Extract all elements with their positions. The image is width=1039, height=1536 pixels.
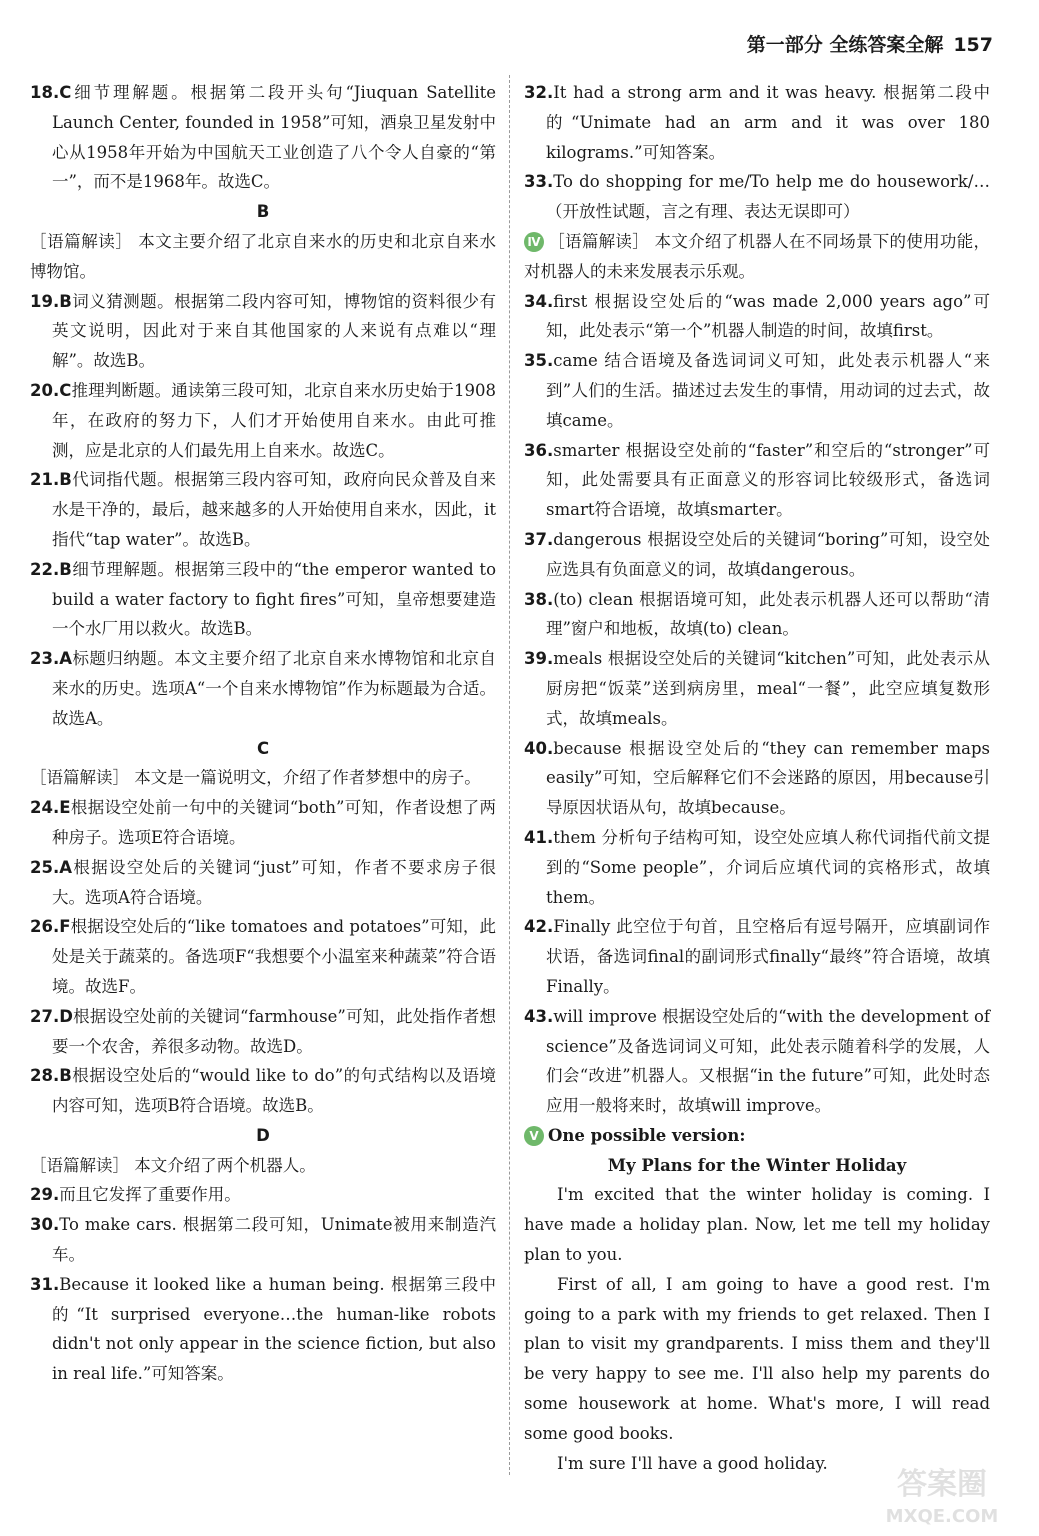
answer-item — [524, 436, 990, 525]
answer-text: 根据设空处前一句中的关键词“both”可知，作者设想了两种房子。选项E符合语境。 — [52, 798, 496, 847]
watermark-logo-icon — [867, 1460, 1017, 1530]
answer-text: 根据设空处后的关键词“just”可知，作者不要求房子很大。选项A符合语境。 — [52, 857, 496, 907]
answer-number: 43. — [524, 1006, 554, 1026]
answer-item — [524, 78, 990, 167]
answer-item — [524, 525, 990, 585]
writing-label: One possible version: — [548, 1125, 746, 1145]
answer-item — [30, 78, 496, 197]
answer-item — [30, 555, 496, 644]
summary-text: ［语篇解读］ 本文介绍了两个机器人。 — [30, 1155, 316, 1175]
answer-item — [30, 644, 496, 733]
answer-text: will improve 根据设空处后的“with the development of science”及备选词词义可知，此处表示随着科学的发展，人们会“改进”机器人。又根据“in the future”可知，此处时态应用一般将来时，故填will improve。 — [546, 1006, 990, 1116]
essay-paragraph: I'm excited that the winter holiday is coming. I have made a holiday plan. Now, let me tell my holiday plan to you. — [524, 1185, 990, 1265]
summary-text: ［语篇解读］ 本文是一篇说明文，介绍了作者梦想中的房子。 — [30, 768, 481, 788]
answer-text: came 结合语境及备选词词义可知，此处表示机器人“来到”人们的生活。描述过去发生的事情，用动词的过去式，故填came。 — [546, 351, 990, 430]
answer-text: 根据设空处前的关键词“farmhouse”可知，此处指作者想要一个农舍，养很多动物。故选D。 — [52, 1006, 496, 1056]
answer-text: 推理判断题。通读第三段可知，北京自来水历史始于1908年，在政府的努力下，人们才开始使用自来水。由此可推测，应是北京的人们最先用上自来水。故选C。 — [52, 380, 496, 460]
answer-item — [30, 1061, 496, 1121]
left-column — [30, 78, 496, 1389]
answer-item — [30, 853, 496, 913]
answer-item — [524, 644, 990, 733]
answer-number: 30. — [30, 1215, 60, 1235]
answer-number: 28.B — [30, 1066, 72, 1086]
answer-text: To make cars. 根据第二段可知，Unimate被用来制造汽车。 — [52, 1215, 496, 1265]
answer-item — [524, 167, 990, 227]
essay-paragraph: I'm sure I'll have a good holiday. — [557, 1453, 828, 1473]
answer-number: 24.E — [30, 798, 71, 818]
essay-paragraph: First of all, I am going to have a good rest. I'm going to a park with my friends to get relaxed. Then I plan to visit my grandparents. I miss them and they'll be very happy to see me. I'll also help my parents do some housework at home. What's more, I will read some good books. — [524, 1274, 990, 1443]
answer-text: dangerous 根据设空处后的关键词“boring”可知，设空处应选具有负面意义的词，故填dangerous。 — [546, 529, 990, 579]
answer-text: 标题归纳题。本文主要介绍了北京自来水博物馆和北京自来水的历史。选项A“一个自来水博物馆”作为标题最为合适。故选A。 — [52, 649, 496, 728]
answer-text: meals 根据设空处后的关键词“kitchen”可知，此处表示从厨房把“饭菜”送到病房里，meal“一餐”，此空应填复数形式，故填meals。 — [546, 649, 990, 728]
section-badge-icon: Ⅳ — [524, 232, 544, 252]
answer-number: 20.C — [30, 380, 72, 400]
answer-number: 19.B — [30, 291, 72, 311]
answer-number: 35. — [524, 351, 554, 371]
answer-number: 26.F — [30, 917, 71, 937]
passage-summary — [30, 763, 496, 793]
watermark-domain: MXQE.COM — [885, 1506, 999, 1527]
answer-number: 42. — [524, 917, 554, 937]
passage-summary — [30, 227, 496, 287]
answer-text: 根据设空处后的“would like to do”的句式结构以及语境内容可知，选项B符合语境。故选B。 — [52, 1066, 496, 1116]
answer-number: 40. — [524, 738, 554, 758]
answer-item — [30, 1270, 496, 1389]
answer-item — [30, 1002, 496, 1062]
answer-item — [30, 287, 496, 376]
answer-text: (to) clean 根据语境可知，此处表示机器人还可以帮助“清理”窗户和地板，故填(to) clean。 — [546, 589, 990, 639]
essay-body — [524, 1180, 990, 1478]
answer-number: 37. — [524, 529, 554, 549]
answer-text: 细节理解题。根据第二段开头句“Jiuquan Satellite Launch Center, founded in 1958”可知，酒泉卫星发射中心从1958年开始为中国航天工业创造了八个令人自豪的“第一”，而不是1968年。故选C。 — [52, 83, 496, 192]
answer-text: them 分析句子结构可知，设空处应填人称代词指代前文提到的“Some people”，介词后应填代词的宾格形式，故填them。 — [546, 827, 990, 907]
answer-text: 代词指代题。根据第三段内容可知，政府向民众普及自来水是干净的，最后，越来越多的人开始使用自来水，因此，it指代“tap water”。故选B。 — [52, 470, 496, 549]
answer-item — [524, 346, 990, 435]
answer-text: first 根据设空处后的“was made 2,000 years ago”可知，此处表示“第一个”机器人制造的时间，故填first。 — [546, 291, 990, 341]
answer-number: 39. — [524, 649, 554, 669]
summary-text: ［语篇解读］ 本文介绍了机器人在不同场景下的使用功能，对机器人的未来发展表示乐观。 — [524, 231, 990, 281]
answer-item — [524, 585, 990, 645]
answer-number: 31. — [30, 1274, 60, 1294]
right-column — [524, 78, 990, 1478]
page-header — [747, 30, 993, 57]
answer-number: 33. — [524, 172, 554, 192]
answer-number: 38. — [524, 589, 554, 609]
summary-text: ［语篇解读］ 本文主要介绍了北京自来水的历史和北京自来水博物馆。 — [30, 231, 496, 281]
answer-number: 41. — [524, 827, 554, 847]
answer-text: Finally 此空位于句首，且空格后有逗号隔开，应填副词作状语，备选词final的副词形式finally“最终”符合语境，故填Finally。 — [546, 917, 990, 996]
answer-item — [524, 823, 990, 912]
answer-text: 细节理解题。根据第三段中的“the emperor wanted to build a water factory to fight fires”可知，皇帝想要建造一个水厂用以救火。故选B。 — [52, 559, 496, 639]
answer-item — [30, 793, 496, 853]
answer-item — [30, 1180, 496, 1210]
answer-item — [30, 912, 496, 1001]
watermark-text: 答案圈 — [897, 1467, 987, 1502]
answer-number: 23.A — [30, 649, 72, 669]
answer-item — [30, 376, 496, 465]
essay-title: My Plans for the Winter Holiday — [607, 1155, 907, 1175]
answer-item — [524, 912, 990, 1001]
column-divider — [509, 75, 510, 1475]
answer-text: because 根据设空处后的“they can remember maps easily”可知，空后解释它们不会迷路的原因，用because引导原因状语从句，故填because。 — [546, 738, 990, 818]
answer-number: 29. — [30, 1185, 60, 1205]
answer-number: 21.B — [30, 470, 72, 490]
answer-number: 22.B — [30, 559, 72, 579]
answer-item — [524, 734, 990, 823]
answer-text: It had a strong arm and it was heavy. 根据第二段中的“Unimate had an arm and it was over 180 kilograms.”可知答案。 — [546, 83, 990, 162]
answer-item — [524, 1002, 990, 1121]
answer-number: 32. — [524, 83, 554, 102]
answer-text: To do shopping for me/To help me do housework/…（开放性试题，言之有理、表达无误即可） — [546, 172, 990, 222]
answer-text: Because it looked like a human being. 根据第三段中的“It surprised everyone…the human-like robots didn't not only appear in the science fiction, but also in real life.”可知答案。 — [52, 1274, 496, 1384]
answer-number: 27.D — [30, 1006, 73, 1026]
answer-text: 而且它发挥了重要作用。 — [59, 1185, 241, 1205]
passage-letter: C — [256, 738, 270, 758]
answer-list-right — [524, 78, 990, 1121]
passage-summary — [524, 227, 990, 287]
answer-number: 25.A — [30, 857, 72, 877]
passage-letter: D — [256, 1125, 270, 1145]
writing-heading — [524, 1121, 990, 1151]
answer-text: 词义猜测题。根据第二段内容可知，博物馆的资料很少有英文说明，因此对于来自其他国家的人来说有点难以“理解”。故选B。 — [52, 291, 496, 371]
section-title: 第一部分 全练答案全解 — [746, 34, 944, 56]
answer-item — [30, 465, 496, 554]
answer-text: smarter 根据设空处前的“faster”和空后的“stronger”可知，此处需要具有正面意义的形容词比较级形式，备选词smart符合语境，故填smarter。 — [546, 440, 990, 520]
answer-text: 根据设空处后的“like tomatoes and potatoes”可知，此处是关于蔬菜的。备选项F“我想要个小温室来种蔬菜”符合语境。故选F。 — [52, 917, 496, 996]
passage-letter: B — [256, 202, 270, 222]
answer-number: 18.C — [30, 83, 72, 102]
page-number: 157 — [953, 34, 993, 56]
passage-summary — [30, 1151, 496, 1181]
answer-number: 36. — [524, 440, 554, 460]
section-badge-icon: Ⅴ — [524, 1126, 544, 1146]
answer-item — [30, 1210, 496, 1270]
answer-number: 34. — [524, 291, 554, 311]
answer-item — [524, 287, 990, 347]
